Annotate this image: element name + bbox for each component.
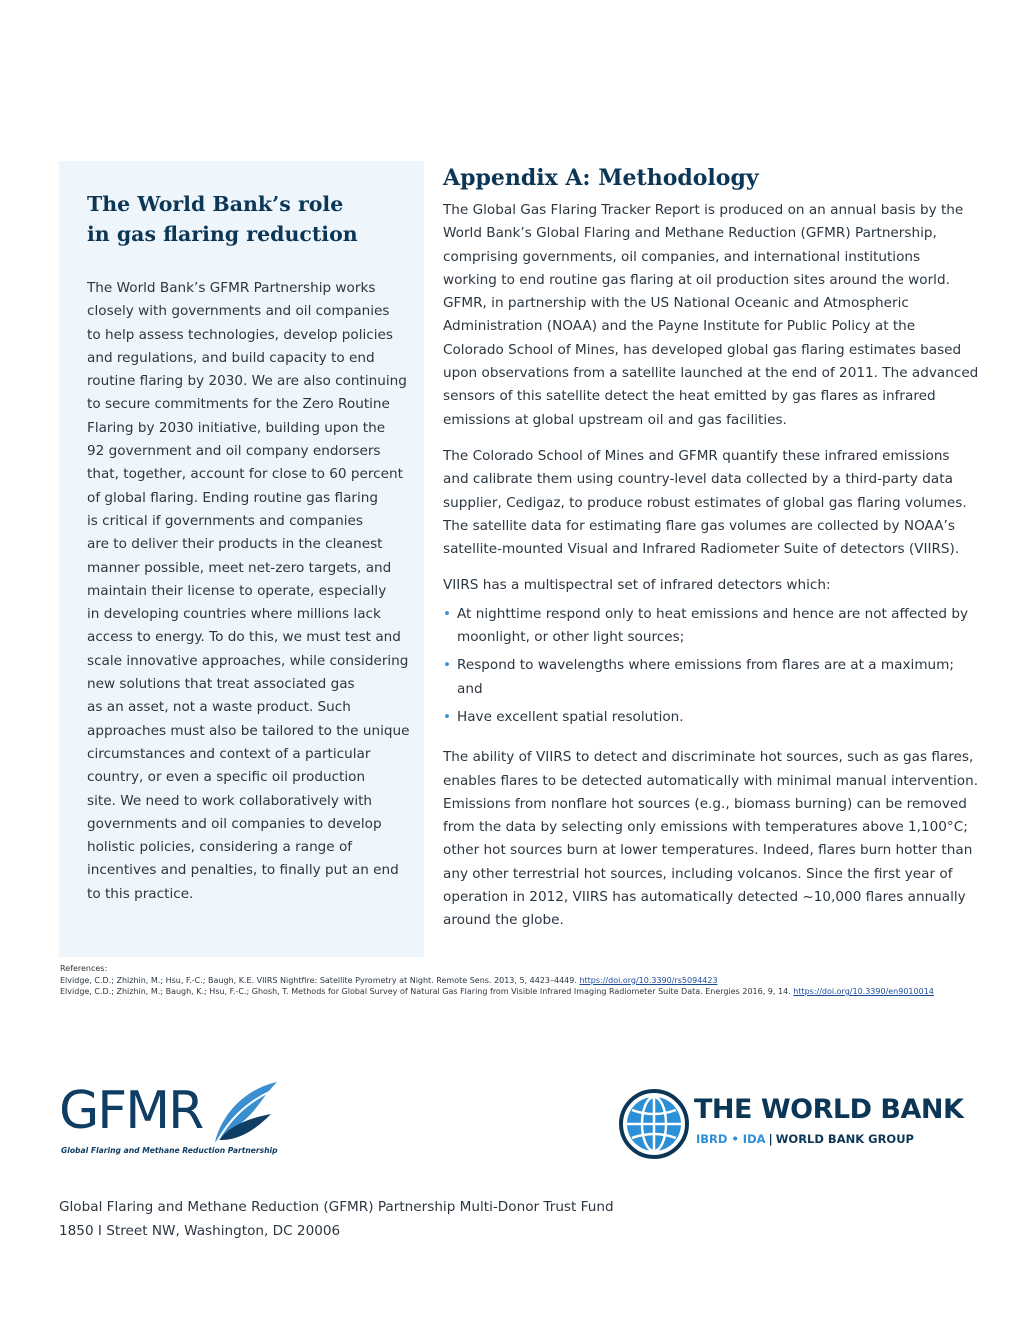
sidebar-body [87,277,410,906]
text-line: World Bank’s Global Flaring and Methane Reduction (GFMR) Partnership, [443,225,937,242]
text-line: any other terrestrial hot sources, including volcanos. Since the first year of [443,865,953,882]
world-bank-logo [618,1088,968,1163]
footer-address [59,1195,614,1243]
ibrd-ida-label: IBRD • IDA [696,1132,766,1146]
text-line: approaches must also be tailored to the unique [87,722,410,739]
bullet-item [443,706,968,729]
text-line: Have excellent spatial resolution. [457,708,684,725]
text-line: comprising governments, oil companies, and international institutions [443,248,921,265]
bullet-item [443,603,968,650]
reference-text: Elvidge, C.D.; Zhizhin, M.; Hsu, F.-C.; Baugh, K.E. VIIRS Nightfire: Satellite Pyrometry at Night. Remote Sens. 2013, 5, 4423–4449. [60,975,580,985]
paragraph-calibration [443,445,968,561]
sidebar-title-line: The World Bank’s role [87,192,344,216]
references [60,963,934,998]
text-line: to help assess technologies, develop policies [87,326,393,343]
text-line: and calibrate them using country-level data collected by a third-party data [443,471,953,488]
bullet-dot-icon: • [443,708,452,725]
reference-item [60,975,934,987]
world-bank-group-label: WORLD BANK GROUP [775,1132,914,1146]
text-line: new solutions that treat associated gas [87,676,355,693]
text-line: in developing countries where millions lack [87,606,381,623]
text-line: to secure commitments for the Zero Routine [87,396,390,413]
subtitle-separator: | [768,1132,773,1146]
gfmr-logo-text: GFMR [59,1081,203,1141]
footer-line: 1850 I Street NW, Washington, DC 20006 [59,1223,341,1239]
text-line: as an asset, not a waste product. Such [87,699,351,716]
bullet-dot-icon: • [443,605,452,622]
world-bank-subtitle [696,1132,914,1146]
text-line: is critical if governments and companies [87,512,363,529]
leaf-icon [209,1080,279,1144]
text-line: manner possible, meet net-zero targets, and [87,559,392,576]
page-title: Appendix A: Methodology [443,165,759,191]
paragraph-detection [443,746,979,932]
reference-link[interactable]: https://doi.org/10.3390/rs5094423 [579,975,718,985]
text-line: from the data by selecting only emissions with temperatures above 1,100°C; [443,819,968,836]
sidebar-box [59,161,424,957]
text-line: Respond to wavelengths where emissions from flares are at a maximum; [457,657,954,674]
sidebar-title [87,189,400,249]
text-line: and regulations, and build capacity to end [87,349,375,366]
text-line: governments and oil companies to develop [87,815,382,832]
text-line: holistic policies, considering a range of [87,839,353,856]
text-line: other hot sources burn at lower temperatures. Indeed, flares burn hotter than [443,842,973,859]
text-line: country, or even a specific oil production [87,769,366,786]
footer-line: Global Flaring and Methane Reduction (GFMR) Partnership Multi-Donor Trust Fund [59,1199,614,1215]
text-line: scale innovative approaches, while considering [87,652,409,669]
text-line: The ability of VIIRS to detect and discriminate hot sources, such as gas flares, [443,749,974,766]
text-line: enables flares to be detected automatically with minimal manual intervention. [443,772,979,789]
references-heading: References: [60,964,108,973]
gfmr-logo-tagline: Global Flaring and Methane Reduction Partnership [61,1146,278,1155]
sidebar-title-line: in gas flaring reduction [87,222,358,246]
text-line: incentives and penalties, to finally put an end [87,862,399,879]
text-line: Emissions from nonflare hot sources (e.g., biomass burning) can be removed [443,795,967,812]
text-line: closely with governments and oil companies [87,303,390,320]
text-line: are to deliver their products in the cleanest [87,536,383,553]
globe-icon [618,1088,690,1160]
text-line: circumstances and context of a particular [87,745,371,762]
text-line: working to end routine gas flaring at oil production sites around the world. [443,271,950,288]
text-line: satellite-mounted Visual and Infrared Radiometer Suite of detectors (VIIRS). [443,541,960,558]
reference-link[interactable]: https://doi.org/10.3390/en9010014 [793,987,934,996]
world-bank-title: THE WORLD BANK [694,1094,964,1125]
text-line: to this practice. [87,885,194,902]
text-line: access to energy. To do this, we must test and [87,629,401,646]
text-line: routine flaring by 2030. We are also continuing [87,373,407,390]
text-line: sensors of this satellite detect the heat emitted by gas flares as infrared [443,388,936,405]
text-line: VIIRS has a multispectral set of infrared detectors which: [443,577,831,594]
text-line: The Colorado School of Mines and GFMR quantify these infrared emissions [443,447,950,464]
text-line: At nighttime respond only to heat emissions and hence are not affected by [457,605,969,622]
main-column [443,163,979,933]
paragraph-viirs-intro [443,574,968,597]
text-line: 92 government and oil company endorsers [87,443,381,460]
bullet-list [443,603,968,729]
text-line: The Global Gas Flaring Tracker Report is produced on an annual basis by the [443,202,964,218]
text-line: moonlight, or other light sources; [457,629,685,646]
text-line: The World Bank’s GFMR Partnership works [87,280,376,296]
reference-text: Elvidge, C.D.; Zhizhin, M.; Baugh, K.; Hsu, F.-C.; Ghosh, T. Methods for Global Survey of Natural Gas Flaring from Visible Infrared Imaging Radiometer Suite Data. Energies 2016, 9, 14. [60,987,794,996]
text-line: site. We need to work collaboratively with [87,792,373,809]
text-line: of global flaring. Ending routine gas flaring [87,489,379,506]
text-line: Colorado School of Mines, has developed global gas flaring estimates based [443,341,962,358]
text-line: operation in 2012, VIIRS has automatically detected ~10,000 flares annually [443,889,966,906]
text-line: that, together, account for close to 60 percent [87,466,403,483]
text-line: maintain their license to operate, especially [87,582,387,599]
text-line: supplier, Cedigaz, to produce robust estimates of global gas flaring volumes. [443,494,967,511]
text-line: GFMR, in partnership with the US National Oceanic and Atmospheric [443,295,909,312]
bullet-dot-icon: • [443,657,452,674]
text-line: and [457,680,483,697]
paragraph-intro [443,199,979,432]
text-line: The satellite data for estimating flare gas volumes are collected by NOAA’s [443,517,955,534]
text-line: emissions at global upstream oil and gas facilities. [443,411,787,428]
bullet-item [443,654,968,701]
text-line: around the globe. [443,912,564,929]
gfmr-logo [59,1080,279,1162]
text-line: Flaring by 2030 initiative, building upon the [87,419,386,436]
text-line: Administration (NOAA) and the Payne Institute for Public Policy at the [443,318,916,335]
text-line: upon observations from a satellite launched at the end of 2011. The advanced [443,365,979,382]
reference-item [60,986,934,998]
